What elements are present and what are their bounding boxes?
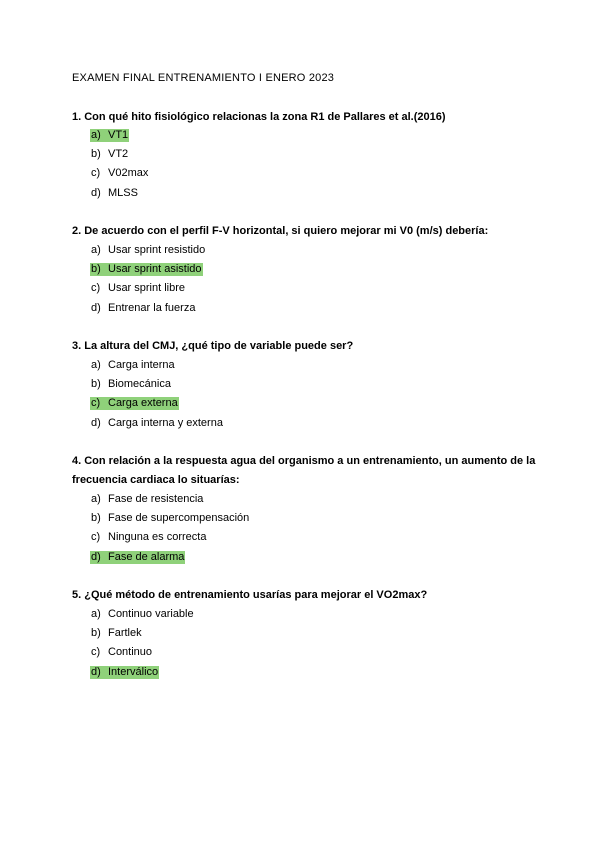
option-5a	[90, 605, 195, 624]
option-5d	[90, 663, 195, 682]
option-text: VT2	[108, 148, 129, 161]
option-text: Ninguna es correcta	[108, 531, 207, 544]
question-2-options	[90, 241, 206, 318]
option-4d	[90, 548, 250, 567]
option-letter: b)	[91, 263, 101, 276]
option-2b	[90, 260, 206, 279]
option-1c	[90, 164, 149, 183]
option-4a	[90, 490, 250, 509]
option-text: Usar sprint asistido	[108, 263, 202, 276]
option-letter: d)	[91, 416, 101, 429]
option-text: Biomecánica	[108, 378, 171, 391]
option-letter: a)	[91, 129, 101, 141]
option-letter: a)	[91, 493, 101, 505]
option-text: V02max	[108, 167, 149, 180]
option-4b	[90, 509, 250, 528]
option-text: Usar sprint libre	[108, 282, 186, 295]
option-letter: b)	[91, 512, 101, 525]
option-1a	[90, 126, 149, 145]
option-text: MLSS	[108, 186, 138, 199]
option-letter: b)	[91, 148, 101, 161]
option-letter: c)	[91, 167, 101, 180]
option-letter: c)	[91, 646, 101, 659]
option-text: Carga interna	[108, 359, 175, 371]
option-letter: a)	[91, 359, 101, 371]
option-letter: c)	[91, 531, 101, 544]
option-letter: b)	[91, 627, 101, 640]
option-letter: c)	[91, 397, 101, 410]
question-5: 5. ¿Qué método de entrenamiento usarías para mejorar el VO2max?	[72, 589, 428, 601]
question-3-options	[90, 356, 224, 433]
option-text: VT1	[108, 129, 129, 141]
exam-title: EXAMEN FINAL ENTRENAMIENTO I ENERO 2023	[72, 72, 335, 84]
option-text: Fase de resistencia	[108, 493, 204, 505]
option-letter: d)	[91, 550, 101, 563]
option-text: Usar sprint resistido	[108, 244, 206, 256]
option-1d	[90, 184, 149, 203]
option-text: Entrenar la fuerza	[108, 301, 196, 314]
option-text: Fase de alarma	[108, 550, 185, 563]
option-text: Fase de supercompensación	[108, 512, 250, 525]
option-3b	[90, 375, 224, 394]
option-text: Fartlek	[108, 627, 142, 640]
question-5-options	[90, 605, 195, 682]
option-3d	[90, 414, 224, 433]
option-3c	[90, 394, 224, 413]
option-5b	[90, 624, 195, 643]
option-2d	[90, 299, 206, 318]
option-2a	[90, 241, 206, 260]
option-letter: d)	[91, 665, 101, 678]
option-4c	[90, 528, 250, 547]
option-letter: a)	[91, 608, 101, 620]
option-letter: c)	[91, 282, 101, 295]
option-letter: b)	[91, 378, 101, 391]
option-text: Continuo	[108, 646, 153, 659]
option-text: Interválico	[108, 665, 159, 678]
option-letter: d)	[91, 301, 101, 314]
option-1b	[90, 145, 149, 164]
question-4: 4. Con relación a la respuesta agua del organismo a un entrenamiento, un aumento de la frecuencia cardiaca lo situarías:	[72, 455, 536, 486]
option-3a	[90, 356, 224, 375]
option-letter: a)	[91, 244, 101, 256]
option-letter: d)	[91, 186, 101, 199]
option-text: Continuo variable	[108, 608, 194, 620]
option-2c	[90, 279, 206, 298]
question-4-options	[90, 490, 250, 567]
question-2: 2. De acuerdo con el perfil F-V horizontal, si quiero mejorar mi V0 (m/s) debería:	[72, 225, 489, 237]
question-1: 1. Con qué hito fisiológico relacionas la zona R1 de Pallares et al.(2016)	[72, 111, 446, 123]
option-text: Carga interna y externa	[108, 416, 223, 429]
question-1-options	[90, 126, 149, 203]
question-3: 3. La altura del CMJ, ¿qué tipo de variable puede ser?	[72, 340, 354, 352]
option-text: Carga externa	[108, 397, 178, 410]
option-5c	[90, 643, 195, 662]
